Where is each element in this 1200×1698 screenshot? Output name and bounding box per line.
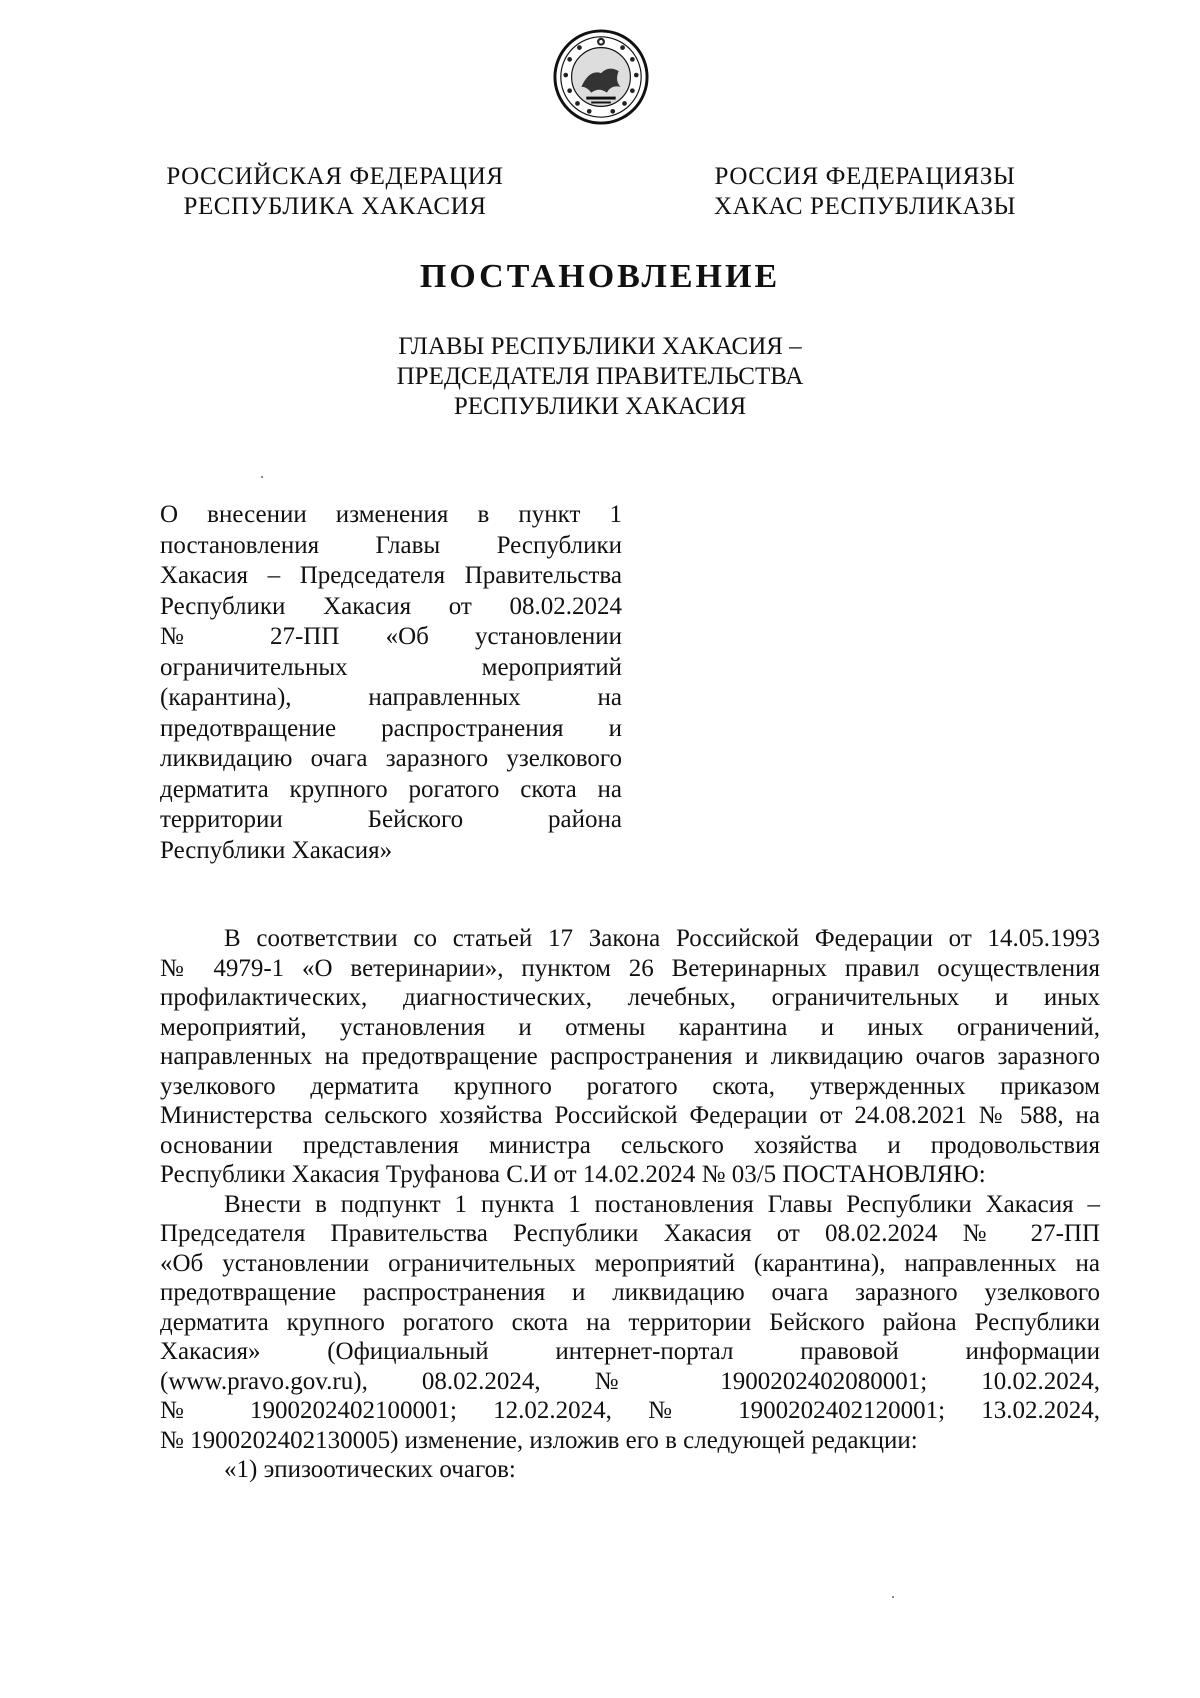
document-body: [160, 924, 1100, 1485]
header-right-line-2: ХАКАС РЕСПУБЛИКАЗЫ: [713, 193, 1017, 220]
header-right-line-1: РОССИЯ ФЕДЕРАЦИЯЗЫ: [714, 163, 1016, 190]
body-line: Председателя Правительства Республики Хакасия от 08.02.2024 № 27-ПП: [160, 1220, 1100, 1247]
subject-line: постановления Главы Республики: [160, 531, 622, 559]
body-line: Министерства сельского хозяйства Российской Федерации от 24.08.2021 № 588, на: [160, 1102, 1100, 1129]
subject-line: Республики Хакасия»: [160, 836, 393, 864]
body-line: (www.pravo.gov.ru), 08.02.2024, № 1900202402080001; 10.02.2024,: [160, 1367, 1100, 1395]
body-line: «1) эпизоотических очагов:: [224, 1456, 516, 1483]
body-line: дерматита крупного рогатого скота на территории Бейского района Республики: [160, 1308, 1100, 1336]
subject-line: Республики Хакасия от 08.02.2024: [160, 592, 622, 620]
document-subject: [160, 500, 622, 866]
subject-line: предотвращение распространения и: [160, 714, 622, 742]
body-line: предотвращение распространения и ликвидацию очага заразного узелкового: [160, 1279, 1100, 1306]
body-line: Внести в подпункт 1 пункта 1 постановления Главы Республики Хакасия –: [224, 1190, 1100, 1218]
body-line: № 1900202402100001; 12.02.2024, № 1900202402120001; 13.02.2024,: [160, 1397, 1100, 1424]
scan-speck: [892, 1596, 894, 1598]
subject-line: Хакасия – Председателя Правительства: [160, 562, 622, 589]
subject-line: ограничительных мероприятий: [160, 653, 622, 681]
subject-line: территории Бейского района: [160, 806, 622, 833]
header-left-line-2: РЕСПУБЛИКА ХАКАСИЯ: [183, 193, 487, 220]
body-line: № 4979-1 «О ветеринарии», пунктом 26 Ветеринарных правил осуществления: [160, 954, 1100, 982]
subject-line: № 27-ПП «Об установлении: [160, 623, 622, 650]
body-line: В соответствии со статьей 17 Закона Российской Федерации от 14.05.1993: [224, 925, 1100, 952]
body-line: «Об установлении ограничительных мероприятий (карантина), направленных на: [160, 1249, 1100, 1277]
subject-line: дерматита крупного рогатого скота на: [160, 775, 622, 803]
authority-line: ПРЕДСЕДАТЕЛЯ ПРАВИТЕЛЬСТВА: [396, 363, 804, 390]
body-line: направленных на предотвращение распространения и ликвидацию очагов заразного: [160, 1043, 1100, 1070]
body-line: № 1900202402130005) изменение, изложив его в следующей редакции:: [160, 1426, 918, 1454]
body-line: Республики Хакасия Труфанова С.И от 14.02.2024 № 03/5 ПОСТАНОВЛЯЮ:: [160, 1161, 986, 1188]
header-left: [150, 162, 520, 222]
body-line: мероприятий, установления и отмены карантина и иных ограничений,: [160, 1013, 1100, 1041]
scan-speck: [261, 476, 263, 478]
document-type-title: ПОСТАНОВЛЕНИЕ: [419, 258, 781, 295]
header-right: [690, 162, 1040, 222]
issuing-authority: [330, 332, 870, 422]
authority-line: РЕСПУБЛИКИ ХАКАСИЯ: [453, 393, 747, 420]
authority-line: ГЛАВЫ РЕСПУБЛИКИ ХАКАСИЯ –: [398, 333, 802, 360]
coat-of-arms-icon: [552, 28, 650, 126]
subject-line: ликвидацию очага заразного узелкового: [160, 745, 622, 772]
subject-line: (карантина), направленных на: [160, 684, 622, 711]
body-line: профилактических, диагностических, лечебных, ограничительных и иных: [160, 984, 1100, 1011]
subject-line: О внесении изменения в пункт 1: [160, 501, 622, 528]
header-left-line-1: РОССИЙСКАЯ ФЕДЕРАЦИЯ: [166, 163, 504, 190]
body-line: Хакасия» (Официальный интернет-портал правовой информации: [160, 1338, 1100, 1365]
body-line: основании представления министра сельского хозяйства и продовольствия: [160, 1131, 1100, 1159]
body-line: узелкового дерматита крупного рогатого скота, утвержденных приказом: [160, 1072, 1100, 1100]
